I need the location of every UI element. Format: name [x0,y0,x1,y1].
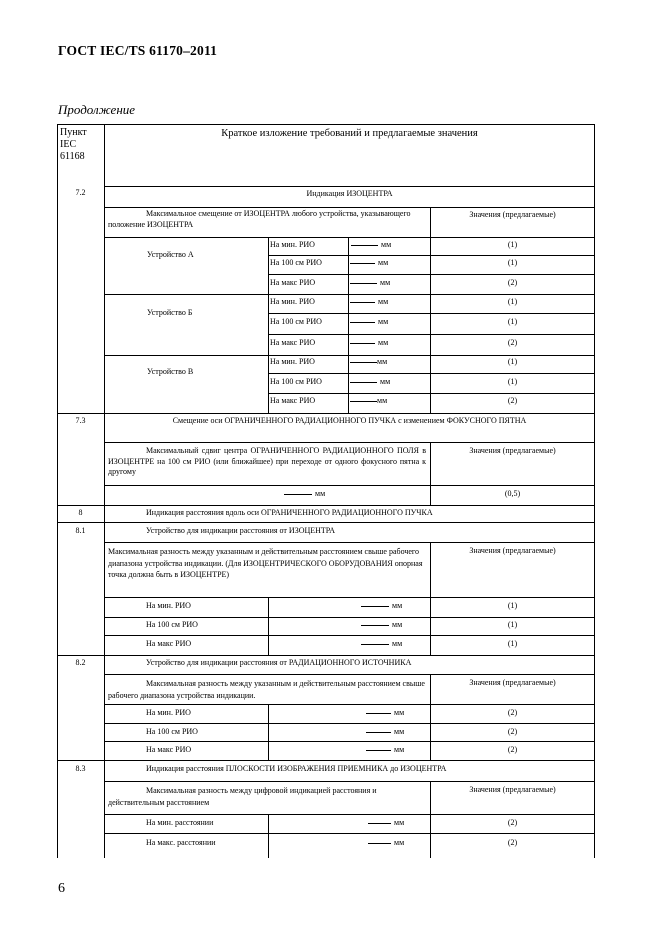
distance-label: На мин. РИО [146,601,191,610]
mm-field: мм [350,240,391,251]
values-header: Значения (предлагаемые) [469,546,556,555]
suggested-value: (1) [507,620,518,629]
distance-label: На макс РИО [146,745,192,754]
suggested-value: (2) [507,396,518,405]
distance-label: На 100 см РИО [270,317,322,326]
distance-label: На 100 см РИО [270,377,322,386]
distance-label: На макс. расстоянии [146,838,216,847]
suggested-value: (1) [507,377,518,386]
suggested-value: (2) [507,278,518,287]
mm-field: мм [361,620,402,631]
section-title: Смещение оси ОГРАНИЧЕННОГО РАДИАЦИОННОГО ПУЧКА с изменением ФОКУСНОГО ПЯТНА [172,416,527,425]
distance-label: На 100 см РИО [270,258,322,267]
distance-label: На 100 см РИО [146,620,198,629]
section-number: 8.3 [75,764,86,773]
document-header: ГОСТ IEC/TS 61170–2011 [58,43,218,58]
mm-field: мм [350,258,388,269]
suggested-value: (0,5) [504,489,521,498]
mm-field: мм [350,396,387,407]
suggested-value: (1) [507,317,518,326]
suggested-value: (2) [507,745,518,754]
col-header-summary: Краткое изложение требований и предлагаемые значения [221,128,478,139]
requirement-description: Максимальное смещение от ИЗОЦЕНТРА любого устройства, указывающего положение ИЗОЦЕНТРА [108,209,411,229]
mm-field: мм [350,297,388,308]
requirement-description: Максимальная разность между цифровой индикацией расстояния и действительным расстоянием [108,786,377,807]
suggested-value: (2) [507,818,518,827]
mm-field: мм [368,818,404,829]
page-number: 6 [58,881,65,896]
suggested-value: (1) [507,601,518,610]
section-title: Индикация расстояния вдоль оси ОГРАНИЧЕННОГО РАДИАЦИОННОГО ПУЧКА [146,508,433,517]
suggested-value: (2) [507,338,518,347]
continuation-label: Продолжение [58,102,136,117]
requirement-description: Максимальная разность между указанным и действительным расстоянием свыше рабочего диапазона устройства индикации. (Для ИЗОЦЕНТРИЧЕСКОГО ОБОРУДОВАНИЯ опорная точка должна быть в ИЗОЦЕНТРЕ) [108,547,423,579]
device-label: Устройство А [147,250,194,259]
suggested-value: (1) [507,639,518,648]
values-header: Значения (предлагаемые) [469,785,556,794]
section-number: 8.1 [75,526,86,535]
section-number: 7.3 [75,416,86,425]
distance-label: На мин. РИО [270,297,315,306]
requirement-description: Максимальный сдвиг центра ОГРАНИЧЕННОГО РАДИАЦИОННОГО ПОЛЯ в ИЗОЦЕНТРЕ на 100 см РИО (или ближайшее) при переходе от одного фокусного пятна к другому [108,446,426,476]
mm-field: мм [350,377,390,388]
suggested-value: (2) [507,727,518,736]
distance-label: На мин. РИО [270,357,315,366]
distance-label: На мин. расстоянии [146,818,214,827]
mm-field: мм [361,639,402,650]
distance-label: На макс РИО [270,396,316,405]
values-header: Значения (предлагаемые) [469,210,556,219]
section-title: Индикация расстояния ПЛОСКОСТИ ИЗОБРАЖЕНИЯ ПРИЕМНИКА до ИЗОЦЕНТРА [146,764,447,773]
section-title: Устройство для индикации расстояния от ИЗОЦЕНТРА [146,526,336,535]
mm-field: мм [366,727,404,738]
suggested-value: (1) [507,240,518,249]
distance-label: На макс РИО [270,338,316,347]
mm-field: мм [366,708,404,719]
section-title: Индикация ИЗОЦЕНТРА [306,189,393,198]
mm-field: мм [366,745,404,756]
values-header: Значения (предлагаемые) [469,678,556,687]
mm-field: мм [361,601,402,612]
values-header: Значения (предлагаемые) [469,446,556,455]
distance-label: На мин. РИО [146,708,191,717]
mm-field: мм [350,317,388,328]
distance-label: На 100 см РИО [146,727,198,736]
device-label: Устройство Б [147,308,193,317]
distance-label: На макс РИО [146,639,192,648]
suggested-value: (1) [507,357,518,366]
mm-field: мм [350,357,387,368]
mm-field: мм [284,489,325,500]
device-label: Устройство В [147,367,194,376]
section-number: 7.2 [75,188,86,197]
suggested-value: (1) [507,258,518,267]
mm-field: мм [350,338,388,349]
section-number: 8.2 [75,658,86,667]
section-title: Устройство для индикации расстояния от РАДИАЦИОННОГО ИСТОЧНИКА [146,658,412,667]
suggested-value: (1) [507,297,518,306]
section-number: 8 [78,508,83,517]
col-header-punkt: Пункт IEC 61168 [60,127,87,162]
distance-label: На мин. РИО [270,240,315,249]
distance-label: На макс РИО [270,278,316,287]
mm-field: мм [368,838,404,849]
requirement-description: Максимальная разность между указанным и действительным расстоянием свыше рабочего диапазона устройства индикации. [108,679,425,700]
mm-field: мм [350,278,390,289]
suggested-value: (2) [507,838,518,847]
suggested-value: (2) [507,708,518,717]
